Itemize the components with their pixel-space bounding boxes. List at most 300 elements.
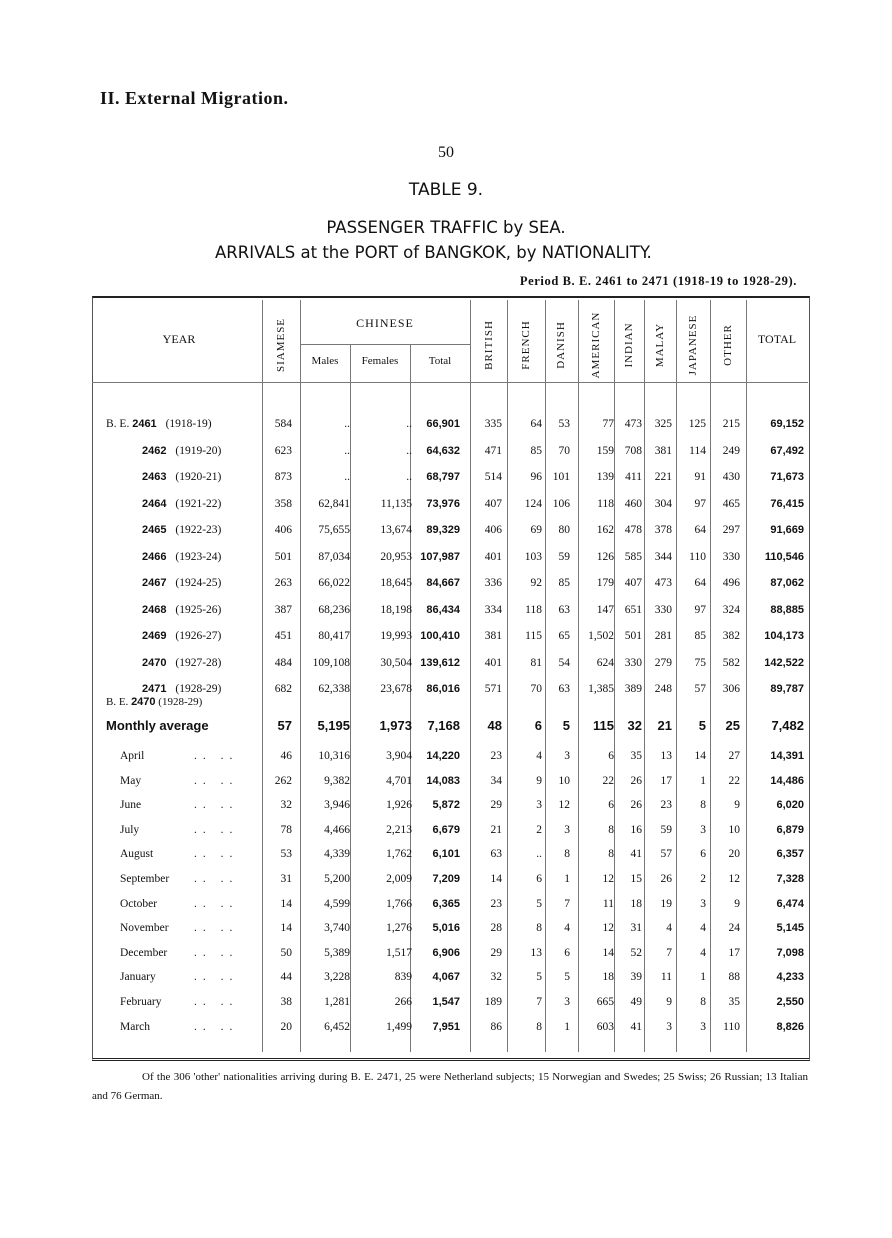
cell-danish: 59 <box>558 550 570 563</box>
cell-other: 88 <box>728 971 740 984</box>
cell-american: 603 <box>596 1020 614 1033</box>
cell-total: 71,673 <box>770 471 804 483</box>
cell-other: 306 <box>722 683 740 695</box>
cell-japanese: 6 <box>700 848 706 861</box>
cell-chinese-females: 1,499 <box>386 1020 412 1033</box>
cell-british: 23 <box>490 897 502 910</box>
cell-british: 334 <box>484 603 502 616</box>
cell-danish: 10 <box>558 774 570 787</box>
cell-french: 5 <box>536 971 542 984</box>
table-row <box>92 516 808 544</box>
cell-siamese: 57 <box>277 718 292 733</box>
cell-american: 126 <box>596 550 614 563</box>
cell-chinese-total: 5,872 <box>432 799 460 812</box>
year-be: 2471 <box>142 683 167 695</box>
year-ce: (1920-21) <box>172 471 222 483</box>
cell-french: 103 <box>524 550 542 563</box>
cell-other: 330 <box>722 550 740 563</box>
row-year-label <box>106 410 266 438</box>
cell-japanese: 2 <box>700 873 706 885</box>
cell-siamese: 484 <box>274 656 292 669</box>
cell-american: 1,502 <box>588 630 614 642</box>
cell-malay: 473 <box>654 577 672 589</box>
cell-american: 118 <box>597 497 614 510</box>
cell-danish: 65 <box>558 630 570 642</box>
cell-british: 21 <box>490 823 502 836</box>
cell-malay: 378 <box>654 524 672 536</box>
cell-malay: 26 <box>660 873 672 885</box>
cell-american: 6 <box>608 799 614 812</box>
year-be: 2463 <box>142 471 167 483</box>
average-period-prefix: B. E. <box>106 696 129 708</box>
leader-dots: .. .. <box>194 799 239 812</box>
leader-dots: .. .. <box>194 897 239 910</box>
cell-chinese-females: .. <box>406 444 412 457</box>
header-chinese: CHINESE <box>356 316 414 330</box>
cell-american: 22 <box>602 774 614 787</box>
cell-american: 6 <box>608 750 614 762</box>
cell-danish: 53 <box>558 418 570 430</box>
cell-malay: 248 <box>654 683 672 695</box>
cell-chinese-females: 23,678 <box>380 683 412 695</box>
cell-total: 89,787 <box>770 683 804 695</box>
cell-british: 29 <box>490 799 502 812</box>
cell-indian: 26 <box>630 774 642 787</box>
cell-other: 110 <box>723 1020 740 1033</box>
cell-danish: 4 <box>564 922 570 935</box>
cell-malay: 4 <box>666 922 672 935</box>
cell-chinese-females: 4,701 <box>386 774 412 787</box>
cell-other: 582 <box>722 656 740 669</box>
table-row <box>92 543 808 571</box>
cell-chinese-males: .. <box>344 444 350 457</box>
cell-french: 4 <box>536 750 542 762</box>
cell-french: 64 <box>530 418 542 430</box>
header-british: BRITISH <box>483 320 495 370</box>
year-ce: (1922-23) <box>172 524 222 536</box>
row-month-label: February <box>120 996 162 1008</box>
cell-american: 115 <box>593 718 614 733</box>
cell-siamese: 873 <box>274 471 292 483</box>
cell-indian: 407 <box>624 577 642 589</box>
cell-french: 70 <box>530 683 542 695</box>
cell-japanese: 14 <box>694 750 706 762</box>
cell-indian: 35 <box>630 750 642 762</box>
row-month-label: January <box>120 971 156 984</box>
cell-chinese-females: 1,766 <box>386 897 412 910</box>
cell-danish: 3 <box>564 823 570 836</box>
cell-chinese-total: 89,329 <box>426 524 460 536</box>
cell-chinese-females: 1,926 <box>386 799 412 812</box>
cell-american: 12 <box>602 922 614 935</box>
cell-chinese-total: 6,679 <box>432 823 460 836</box>
cell-chinese-females: 266 <box>394 996 412 1008</box>
cell-chinese-total: 7,168 <box>427 718 460 733</box>
cell-chinese-males: 5,389 <box>324 946 350 959</box>
cell-indian: 41 <box>630 1020 642 1033</box>
cell-other: 496 <box>722 577 740 589</box>
cell-japanese: 3 <box>700 897 706 910</box>
cell-japanese: 97 <box>694 603 706 616</box>
cell-siamese: 406 <box>274 524 292 536</box>
cell-malay: 344 <box>654 550 672 563</box>
cell-malay: 279 <box>654 656 672 669</box>
cell-british: 28 <box>490 922 502 935</box>
cell-other: 215 <box>722 418 740 430</box>
cell-chinese-males: 66,022 <box>318 577 350 589</box>
cell-japanese: 1 <box>700 971 706 984</box>
cell-chinese-total: 64,632 <box>426 444 460 457</box>
cell-danish: 1 <box>564 873 570 885</box>
page-number: 50 <box>438 144 454 161</box>
cell-indian: 411 <box>625 471 642 483</box>
year-ce: (1919-20) <box>172 444 222 457</box>
cell-chinese-males: 5,195 <box>317 718 350 733</box>
cell-american: 179 <box>596 577 614 589</box>
cell-american: 162 <box>596 524 614 536</box>
header-japanese: JAPANESE <box>687 314 699 376</box>
cell-chinese-males: 80,417 <box>318 630 350 642</box>
header-chinese-females: Females <box>361 355 399 367</box>
table-row <box>92 463 808 491</box>
cell-chinese-females: 18,645 <box>380 577 412 589</box>
cell-danish: 5 <box>562 718 570 733</box>
cell-danish: 106 <box>552 497 570 510</box>
row-month-label: April <box>120 750 145 762</box>
cell-chinese-total: 84,667 <box>426 577 460 589</box>
cell-chinese-males: 109,108 <box>312 656 350 669</box>
cell-chinese-males: 4,466 <box>324 823 350 836</box>
cell-american: 12 <box>602 873 614 885</box>
header-malay: MALAY <box>654 322 666 368</box>
table-title: TABLE 9. <box>408 180 484 200</box>
cell-malay: 19 <box>660 897 672 910</box>
leader-dots: .. .. <box>194 823 239 836</box>
year-ce: (1918-19) <box>162 418 212 430</box>
cell-chinese-total: 1,547 <box>432 996 460 1008</box>
cell-french: 9 <box>536 774 542 787</box>
cell-indian: 478 <box>624 524 642 536</box>
section-heading: II. External Migration. <box>100 88 289 108</box>
cell-british: 23 <box>490 750 502 762</box>
cell-siamese: 46 <box>280 750 292 762</box>
cell-indian: 389 <box>624 683 642 695</box>
cell-chinese-total: 73,976 <box>426 497 460 510</box>
cell-other: 35 <box>728 996 740 1008</box>
cell-french: 124 <box>524 497 542 510</box>
cell-chinese-females: .. <box>406 471 412 483</box>
cell-british: 34 <box>490 774 502 787</box>
table-row <box>92 1013 808 1041</box>
cell-siamese: 50 <box>280 946 292 959</box>
cell-danish: 1 <box>564 1020 570 1033</box>
cell-other: 20 <box>728 848 740 861</box>
leader-dots: .. .. <box>194 848 239 861</box>
cell-british: 571 <box>484 683 502 695</box>
year-ce: (1925-26) <box>172 603 222 616</box>
cell-japanese: 4 <box>700 922 706 935</box>
header-danish: DANISH <box>555 321 567 369</box>
cell-american: 8 <box>608 823 614 836</box>
cell-total: 6,357 <box>776 848 804 861</box>
cell-other: 430 <box>722 471 740 483</box>
cell-chinese-total: 4,067 <box>432 971 460 984</box>
year-be: 2465 <box>142 524 167 536</box>
header-chinese-total: Total <box>428 355 452 367</box>
cell-malay: 7 <box>666 946 672 959</box>
table-row <box>92 596 808 624</box>
cell-japanese: 64 <box>694 577 706 589</box>
cell-total: 76,415 <box>770 497 804 510</box>
cell-chinese-males: 3,946 <box>324 799 350 812</box>
cell-chinese-females: 2,009 <box>386 873 412 885</box>
year-be: 2464 <box>142 497 167 510</box>
cell-chinese-total: 68,797 <box>426 471 460 483</box>
header-siamese: SIAMESE <box>275 317 287 373</box>
cell-chinese-males: 3,228 <box>324 971 350 984</box>
cell-chinese-females: 1,276 <box>386 922 412 935</box>
cell-indian: 31 <box>630 922 642 935</box>
cell-british: 189 <box>484 996 502 1008</box>
cell-chinese-males: 62,338 <box>318 683 350 695</box>
cell-malay: 325 <box>654 418 672 430</box>
cell-malay: 304 <box>654 497 672 510</box>
cell-chinese-total: 6,365 <box>432 897 460 910</box>
year-be: 2466 <box>142 550 167 563</box>
cell-siamese: 38 <box>280 996 292 1008</box>
cell-japanese: 91 <box>694 471 706 483</box>
cell-other: 9 <box>734 897 740 910</box>
row-month-label: December <box>120 946 168 959</box>
cell-french: 3 <box>536 799 542 812</box>
cell-siamese: 53 <box>280 848 292 861</box>
cell-chinese-total: 5,016 <box>432 922 460 935</box>
header-total: TOTAL <box>757 332 797 346</box>
cell-indian: 15 <box>630 873 642 885</box>
cell-british: 48 <box>487 718 502 733</box>
cell-chinese-males: 10,316 <box>318 750 350 762</box>
cell-indian: 49 <box>630 996 642 1008</box>
year-ce: (1923-24) <box>172 550 222 563</box>
cell-other: 27 <box>728 750 740 762</box>
year-be: 2467 <box>142 577 167 589</box>
cell-french: 2 <box>536 823 542 836</box>
monthly-average-label: Monthly average <box>106 718 209 733</box>
cell-other: 465 <box>722 497 740 510</box>
cell-malay: 330 <box>654 603 672 616</box>
cell-other: 297 <box>722 524 740 536</box>
cell-total: 6,020 <box>776 799 804 812</box>
cell-danish: 101 <box>552 471 570 483</box>
cell-french: .. <box>536 848 542 861</box>
cell-indian: 651 <box>624 603 642 616</box>
cell-total: 69,152 <box>770 418 804 430</box>
cell-chinese-total: 100,410 <box>420 630 460 642</box>
cell-indian: 708 <box>624 444 642 457</box>
leader-dots: .. .. <box>194 946 239 959</box>
cell-other: 17 <box>728 946 740 959</box>
cell-other: 324 <box>722 603 740 616</box>
cell-other: 22 <box>728 774 740 787</box>
year-ce: (1928-29) <box>172 683 222 695</box>
header-other: OTHER <box>722 324 734 366</box>
cell-total: 104,173 <box>764 630 804 642</box>
cell-chinese-males: 4,339 <box>324 848 350 861</box>
cell-malay: 281 <box>654 630 672 642</box>
cell-other: 25 <box>725 718 740 733</box>
year-ce: (1921-22) <box>172 497 222 510</box>
cell-british: 514 <box>484 471 502 483</box>
table-row <box>92 649 808 677</box>
cell-chinese-total: 14,083 <box>426 774 460 787</box>
cell-chinese-females: 839 <box>394 971 412 984</box>
cell-total: 6,879 <box>776 823 804 836</box>
cell-malay: 221 <box>654 471 672 483</box>
leader-dots: .. .. <box>194 971 239 984</box>
cell-total: 14,391 <box>770 750 804 762</box>
cell-british: 63 <box>490 848 502 861</box>
header-french: FRENCH <box>520 320 532 370</box>
header-rule <box>92 382 808 383</box>
cell-american: 139 <box>596 471 614 483</box>
table-period: Period B. E. 2461 to 2471 (1918-19 to 1928-29). <box>519 274 797 288</box>
cell-french: 6 <box>536 873 542 885</box>
cell-american: 18 <box>602 971 614 984</box>
cell-british: 14 <box>490 873 502 885</box>
cell-chinese-males: 5,200 <box>324 873 350 885</box>
cell-japanese: 5 <box>698 718 706 733</box>
cell-chinese-females: 1,762 <box>386 848 412 861</box>
cell-indian: 39 <box>630 971 642 984</box>
row-month-label: August <box>120 848 154 861</box>
cell-total: 14,486 <box>770 774 804 787</box>
cell-british: 86 <box>490 1020 502 1033</box>
cell-siamese: 44 <box>280 971 292 984</box>
cell-danish: 63 <box>558 603 570 616</box>
cell-chinese-total: 86,016 <box>426 683 460 695</box>
cell-chinese-males: 75,655 <box>318 524 350 536</box>
cell-american: 8 <box>608 848 614 861</box>
cell-siamese: 358 <box>274 497 292 510</box>
cell-japanese: 8 <box>700 799 706 812</box>
cell-japanese: 125 <box>688 418 706 430</box>
cell-danish: 63 <box>558 683 570 695</box>
cell-siamese: 262 <box>274 774 292 787</box>
cell-total: 4,233 <box>776 971 804 984</box>
cell-indian: 26 <box>630 799 642 812</box>
header-rule <box>300 344 470 345</box>
monthly-average-row <box>92 712 808 740</box>
year-be: 2468 <box>142 603 167 616</box>
cell-chinese-total: 7,209 <box>432 873 460 885</box>
cell-other: 12 <box>728 873 740 885</box>
cell-chinese-females: 19,993 <box>380 630 412 642</box>
header-american: AMERICAN <box>590 311 602 379</box>
cell-indian: 18 <box>630 897 642 910</box>
leader-dots: .. .. <box>194 996 239 1008</box>
cell-malay: 59 <box>660 823 672 836</box>
year-ce: (1924-25) <box>172 577 222 589</box>
cell-french: 6 <box>534 718 542 733</box>
cell-chinese-total: 139,612 <box>420 656 460 669</box>
table-row <box>92 622 808 650</box>
cell-chinese-total: 7,951 <box>432 1020 460 1033</box>
cell-chinese-total: 86,434 <box>426 603 460 616</box>
cell-danish: 8 <box>564 848 570 861</box>
row-month-label: October <box>120 897 158 910</box>
cell-british: 401 <box>484 656 502 669</box>
cell-indian: 501 <box>624 630 642 642</box>
average-period-ce: (1928-29) <box>158 696 203 708</box>
cell-british: 471 <box>484 444 502 457</box>
cell-british: 407 <box>484 497 502 510</box>
cell-malay: 13 <box>660 750 672 762</box>
cell-french: 81 <box>530 656 542 669</box>
cell-american: 147 <box>596 603 614 616</box>
cell-chinese-total: 6,101 <box>432 848 460 861</box>
cell-chinese-males: 9,382 <box>324 774 350 787</box>
row-month-label: March <box>120 1020 151 1033</box>
cell-indian: 52 <box>630 946 642 959</box>
cell-japanese: 1 <box>700 774 706 787</box>
header-chinese-males: Males <box>311 355 339 367</box>
cell-japanese: 3 <box>700 1020 706 1033</box>
cell-british: 335 <box>484 418 502 430</box>
cell-french: 92 <box>530 577 542 589</box>
cell-chinese-males: 62,841 <box>318 497 350 510</box>
cell-japanese: 64 <box>694 524 706 536</box>
cell-indian: 473 <box>624 418 642 430</box>
cell-indian: 585 <box>624 550 642 563</box>
cell-malay: 57 <box>660 848 672 861</box>
cell-japanese: 75 <box>694 656 706 669</box>
cell-chinese-females: .. <box>406 418 412 430</box>
cell-british: 29 <box>490 946 502 959</box>
cell-total: 142,522 <box>764 656 804 669</box>
cell-indian: 460 <box>624 497 642 510</box>
leader-dots: .. .. <box>194 922 239 935</box>
cell-siamese: 78 <box>280 823 292 836</box>
year-be: 2461 <box>132 418 157 430</box>
cell-japanese: 57 <box>694 683 706 695</box>
cell-indian: 41 <box>630 848 642 861</box>
cell-british: 401 <box>484 550 502 563</box>
cell-chinese-total: 6,906 <box>432 946 460 959</box>
cell-total: 8,826 <box>776 1020 804 1033</box>
cell-indian: 330 <box>624 656 642 669</box>
cell-american: 1,385 <box>588 683 614 695</box>
footnote: Of the 306 'other' nationalities arriving during B. E. 2471, 25 were Netherland subjects; 15 Norwegian and Swedes; 25 Swiss; 26 Russian; 13 Italian and 76 German. <box>92 1071 808 1102</box>
cell-chinese-males: 87,034 <box>318 550 350 563</box>
cell-malay: 23 <box>660 799 672 812</box>
row-month-label: July <box>120 823 140 836</box>
cell-japanese: 110 <box>689 550 706 563</box>
cell-french: 7 <box>536 996 542 1008</box>
cell-chinese-males: 68,236 <box>318 603 350 616</box>
cell-french: 5 <box>536 897 542 910</box>
cell-siamese: 14 <box>280 897 292 910</box>
cell-chinese-females: 11,135 <box>380 497 412 510</box>
table-row <box>92 437 808 465</box>
year-prefix: B. E. <box>106 418 133 430</box>
cell-chinese-total: 107,987 <box>420 550 460 563</box>
cell-chinese-females: 18,198 <box>380 603 412 616</box>
cell-siamese: 682 <box>274 683 292 695</box>
cell-danish: 12 <box>558 799 570 812</box>
cell-total: 88,885 <box>770 603 804 616</box>
cell-french: 13 <box>530 946 542 959</box>
table-row <box>92 410 808 438</box>
